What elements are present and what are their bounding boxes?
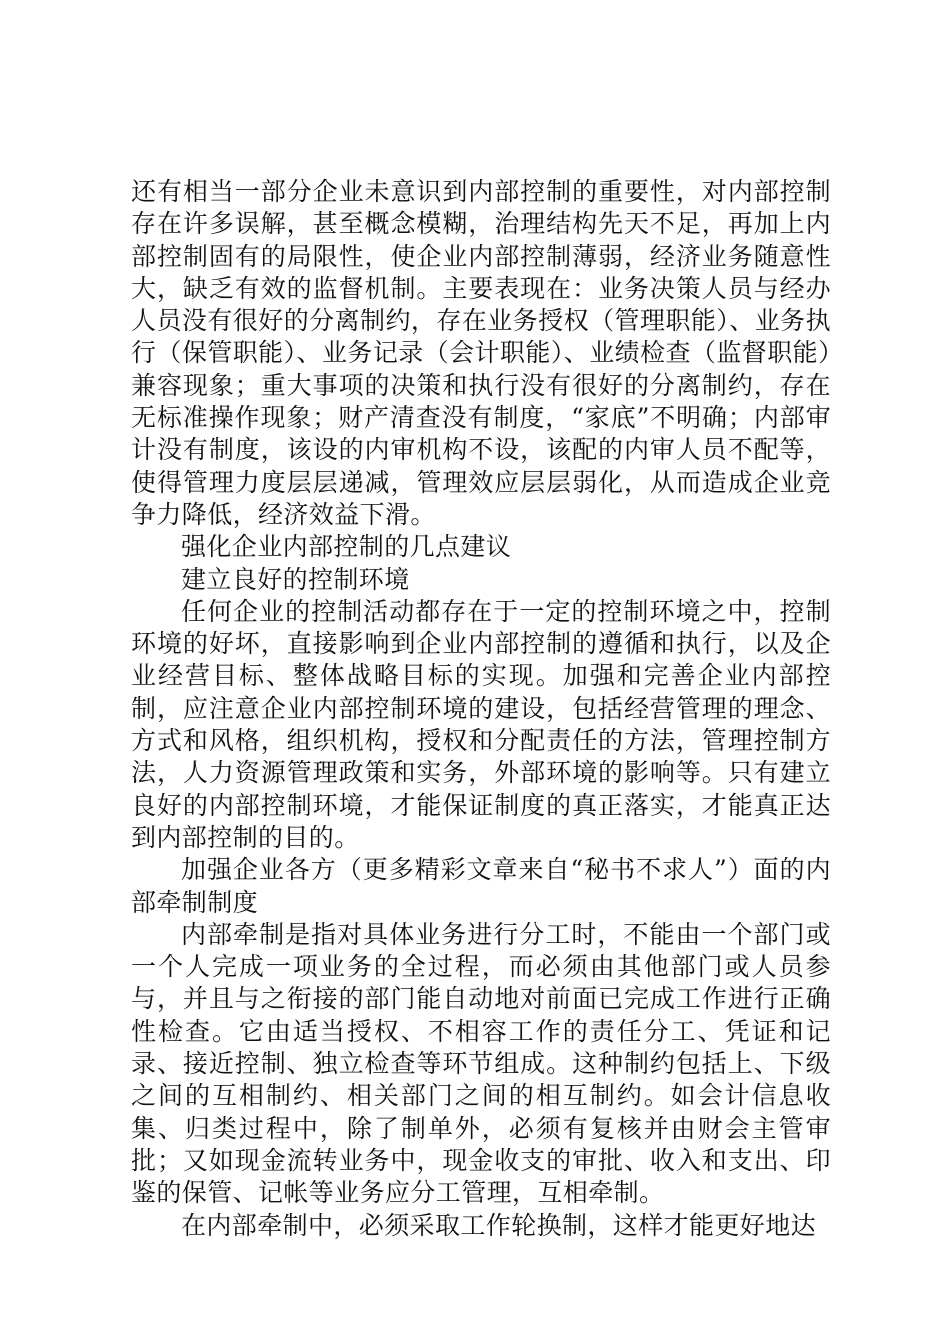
heading-internal-check: 加强企业各方（更多精彩文章来自“秘书不求人”）面的内部牵制制度 bbox=[131, 855, 831, 917]
heading-suggestions: 强化企业内部控制的几点建议 bbox=[181, 532, 512, 562]
paragraph-job-rotation: 在内部牵制中，必须采取工作轮换制，这样才能更好地达 bbox=[181, 1210, 817, 1240]
paragraph-internal-check: 内部牵制是指对具体业务进行分工时，不能由一个部门或一个人完成一项业务的全过程，而必须由其他部门或人员参与，并且与之衔接的部门能自动地对前面已完成工作进行正确性检查。它由适当授权、不相容工作的责任分工、凭证和记录、接近控制、独立检查等环节组成。这种制约包括上、下级之间的互相制约、相关部门之间的相互制约。如会计信息收集、归类过程中，除了制单外，必须有复核并由财会主管审批；又如现金流转业务中，现金收支的审批、收入和支出、印鉴的保管、记帐等业务应分工管理，互相牵制。 bbox=[131, 919, 831, 1208]
paragraph-problems: 还有相当一部分企业未意识到内部控制的重要性，对内部控制存在许多误解，甚至概念模糊，治理结构先天不足，再加上内部控制固有的局限性，使企业内部控制薄弱，经济业务随意性大，缺乏有效的监督机制。主要表现在：业务决策人员与经办人员没有很好的分离制约，存在业务授权（管理职能）、业务执行（保管职能）、业务记录（会计职能）、业绩检查（监督职能）兼容现象；重大事项的决策和执行没有很好的分离制约，存在无标准操作现象；财产清查没有制度，“家底”不明确；内部审计没有制度，该设的内审机构不设，该配的内审人员不配等，使得管理力度层层递减，管理效应层层弱化，从而造成企业竞争力降低，经济效益下滑。 bbox=[131, 177, 831, 529]
paragraph-control-environment: 任何企业的控制活动都存在于一定的控制环境之中，控制环境的好坏，直接影响到企业内部控制的遵循和执行，以及企业经营目标、整体战略目标的实现。加强和完善企业内部控制，应注意企业内部控制环境的建设，包括经营管理的理念、方式和风格，组织机构，授权和分配责任的方法，管理控制方法，人力资源管理政策和实务，外部环境的影响等。只有建立良好的内部控制环境，才能保证制度的真正落实，才能真正达到内部控制的目的。 bbox=[131, 596, 831, 852]
document-page bbox=[131, 176, 831, 1242]
heading-control-environment: 建立良好的控制环境 bbox=[181, 564, 410, 594]
